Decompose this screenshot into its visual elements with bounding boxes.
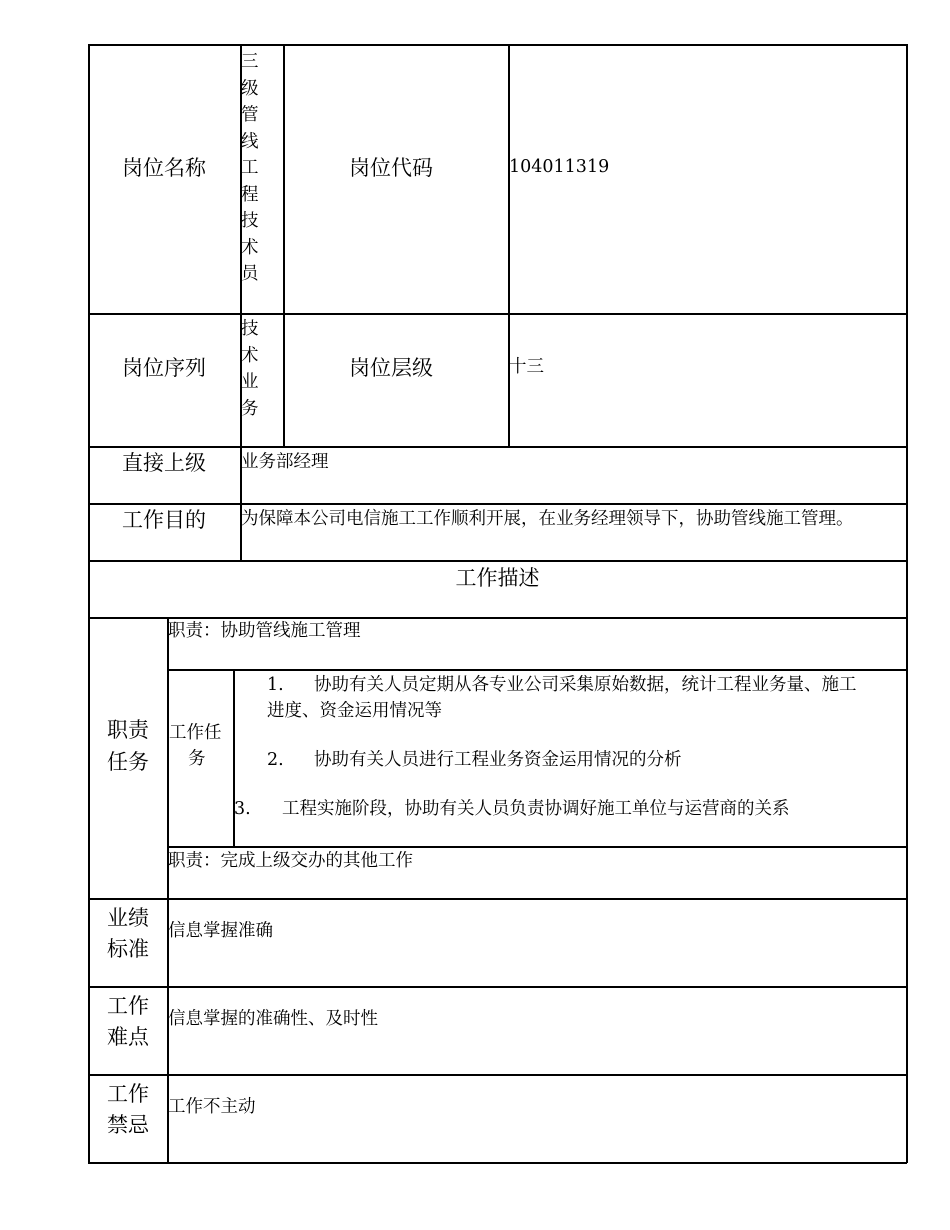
difficulties-label-line1: 工作	[107, 994, 149, 1018]
purpose-label: 工作目的	[122, 508, 206, 532]
row-divider	[88, 898, 907, 900]
row-divider	[88, 313, 907, 315]
position-code-value: 104011319	[509, 157, 610, 177]
taboos-value: 工作不主动	[168, 1097, 256, 1117]
row-divider	[88, 446, 907, 448]
tasks-label-line2: 务	[188, 749, 206, 769]
column-divider	[167, 617, 169, 1163]
duty-2-title: 职责：完成上级交办的其他工作	[168, 851, 413, 871]
position-level-label: 岗位层级	[349, 356, 433, 380]
column-divider	[283, 44, 285, 446]
row-divider	[88, 503, 907, 505]
tasks-label-line1: 工作任	[169, 723, 222, 743]
taboos-label-line1: 工作	[107, 1082, 149, 1106]
row-divider	[167, 846, 907, 848]
difficulties-label-line2: 难点	[107, 1025, 149, 1049]
duty-1-title: 职责：协助管线施工管理	[168, 621, 361, 641]
task-3-text: 工程实施阶段，协助有关人员负责协调好施工单位与运营商的关系	[282, 799, 790, 819]
task-2-text: 协助有关人员进行工程业务资金运用情况的分析	[314, 750, 682, 770]
standards-label-line1: 业绩	[107, 906, 149, 930]
position-series-label: 岗位序列	[122, 356, 206, 380]
standards-value: 信息掌握准确	[168, 921, 273, 941]
task-1-number: 1.	[267, 675, 284, 695]
purpose-value: 为保障本公司电信施工工作顺利开展，在业务经理领导下，协助管线施工管理。	[241, 509, 854, 529]
supervisor-label: 直接上级	[122, 451, 206, 475]
position-series-value: 技术业务	[241, 319, 259, 419]
position-name-value: 三级管线工程技术员	[241, 52, 259, 284]
row-divider	[167, 669, 907, 671]
task-1-text: 协助有关人员定期从各专业公司采集原始数据，统计工程业务量、施工	[314, 675, 857, 695]
table-border-bottom	[88, 1162, 907, 1164]
table-border-right	[906, 44, 908, 1163]
position-level-value: 十三	[509, 357, 544, 377]
supervisor-value: 业务部经理	[241, 452, 329, 472]
duties-label-line1: 职责	[107, 718, 149, 742]
duties-label-line2: 任务	[107, 750, 149, 774]
difficulties-value: 信息掌握的准确性、及时性	[168, 1009, 378, 1029]
section-title: 工作描述	[455, 566, 540, 590]
standards-label-line2: 标准	[107, 937, 149, 961]
table-border-top	[88, 44, 907, 46]
row-divider	[88, 560, 907, 562]
task-1-text-continued: 进度、资金运用情况等	[267, 701, 442, 721]
task-2-number: 2.	[267, 750, 284, 770]
row-divider	[88, 1074, 907, 1076]
row-divider	[88, 986, 907, 988]
row-divider	[88, 617, 907, 619]
column-divider	[508, 44, 510, 446]
table-border-left	[88, 44, 90, 1163]
position-code-label: 岗位代码	[349, 156, 433, 180]
task-3-number: 3.	[234, 799, 251, 819]
taboos-label-line2: 禁忌	[107, 1113, 149, 1137]
position-name-label: 岗位名称	[122, 156, 206, 180]
